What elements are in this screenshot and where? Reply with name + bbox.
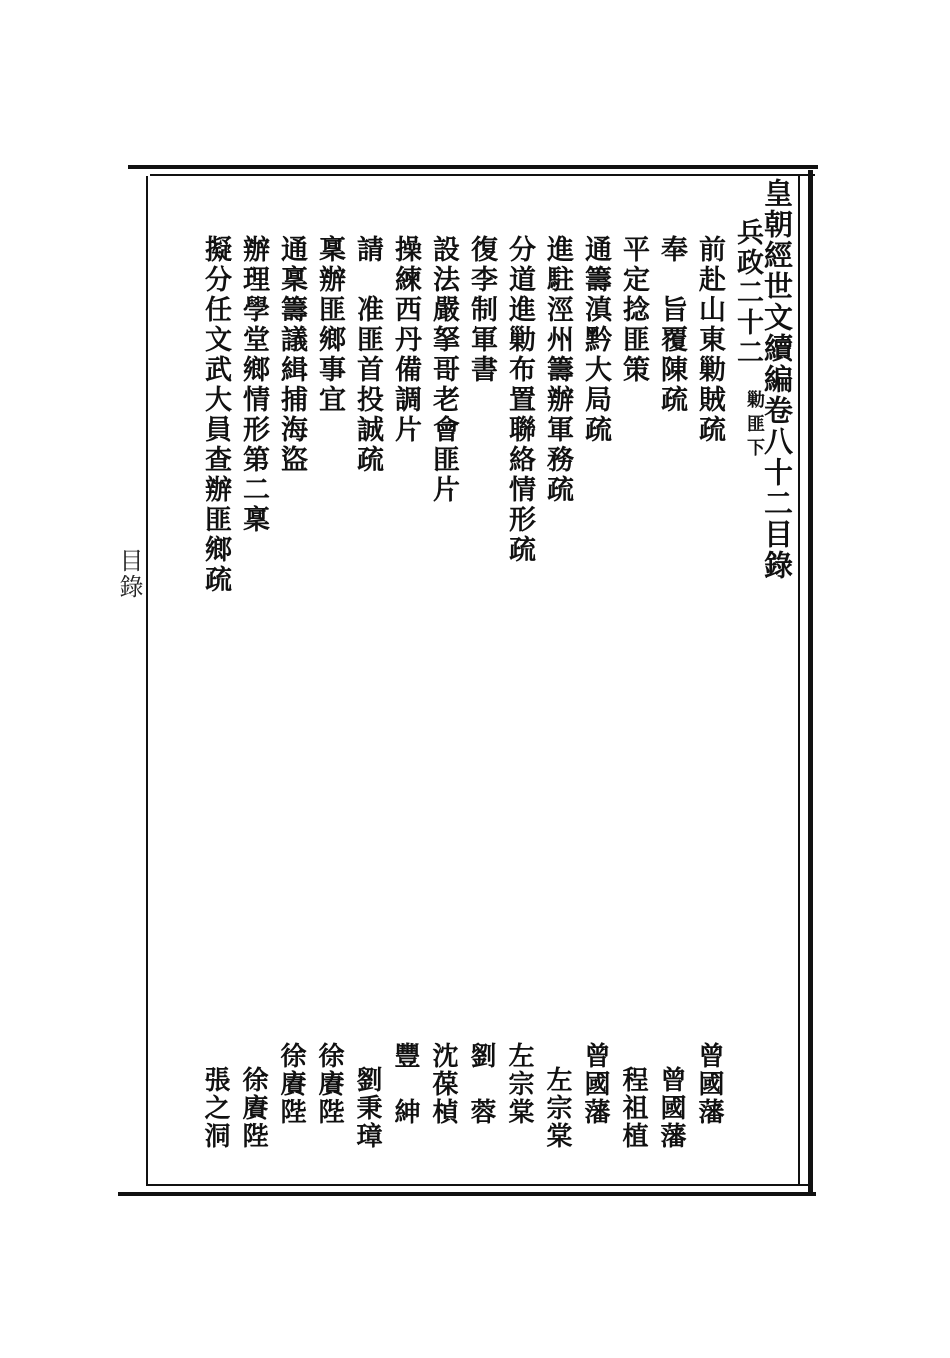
- entry-title: 前赴山東勦賊疏: [694, 235, 725, 445]
- frame-bottom-inner-rule: [148, 1184, 813, 1186]
- frame-right-inner-rule: [798, 176, 800, 1186]
- entry-title: 復李制軍書: [466, 235, 497, 385]
- entry-title: 請 准匪首投誠疏: [352, 235, 383, 475]
- page-title: 皇朝經世文續編卷八十二目錄: [760, 178, 794, 581]
- entry-title: 擬分任文武大員查辦匪鄉疏: [200, 235, 231, 595]
- frame-right-rule: [808, 170, 813, 1194]
- frame-top-inner-rule: [150, 174, 815, 176]
- entry-author: 沈葆楨: [428, 1042, 458, 1126]
- section-sub-label: 勦匪下: [744, 390, 765, 462]
- entry-author: 徐賡陛: [238, 1066, 268, 1150]
- entry-author: 曾國藩: [580, 1042, 610, 1126]
- frame-bottom-rule: [118, 1192, 816, 1196]
- entry-title: 辦理學堂鄉情形第二稟: [238, 235, 269, 535]
- entry-author: 徐賡陛: [276, 1042, 306, 1126]
- entry-author: 曾國藩: [656, 1066, 686, 1150]
- entry-title: 進駐涇州籌辦軍務疏: [542, 235, 573, 505]
- entry-author: 劉 蓉: [466, 1042, 496, 1126]
- entry-title: 奉 旨覆陳疏: [656, 235, 687, 415]
- margin-label: 目錄: [115, 548, 143, 600]
- entry-title: 設法嚴拏哥老會匪片: [428, 235, 459, 505]
- entry-title: 操練西丹備調片: [390, 235, 421, 445]
- section-label: 兵政二十二: [732, 218, 763, 368]
- entry-title: 通籌滇黔大局疏: [580, 235, 611, 445]
- frame-top-rule: [128, 165, 818, 169]
- frame-left-rule: [146, 176, 148, 1186]
- entry-author: 張之洞: [200, 1066, 230, 1150]
- entry-author: 徐賡陛: [314, 1042, 344, 1126]
- entry-author: 劉秉璋: [352, 1066, 382, 1150]
- entry-author: 曾國藩: [694, 1042, 724, 1126]
- entry-author: 豐 紳: [390, 1042, 420, 1126]
- entry-title: 稟辦匪鄉事宜: [314, 235, 345, 415]
- entry-title: 分道進勦布置聯絡情形疏: [504, 235, 535, 565]
- entry-author: 左宗棠: [542, 1066, 572, 1150]
- entry-title: 通稟籌議緝捕海盜: [276, 235, 307, 475]
- entry-author: 程祖植: [618, 1066, 648, 1150]
- entry-title: 平定捻匪策: [618, 235, 649, 385]
- entry-author: 左宗棠: [504, 1042, 534, 1126]
